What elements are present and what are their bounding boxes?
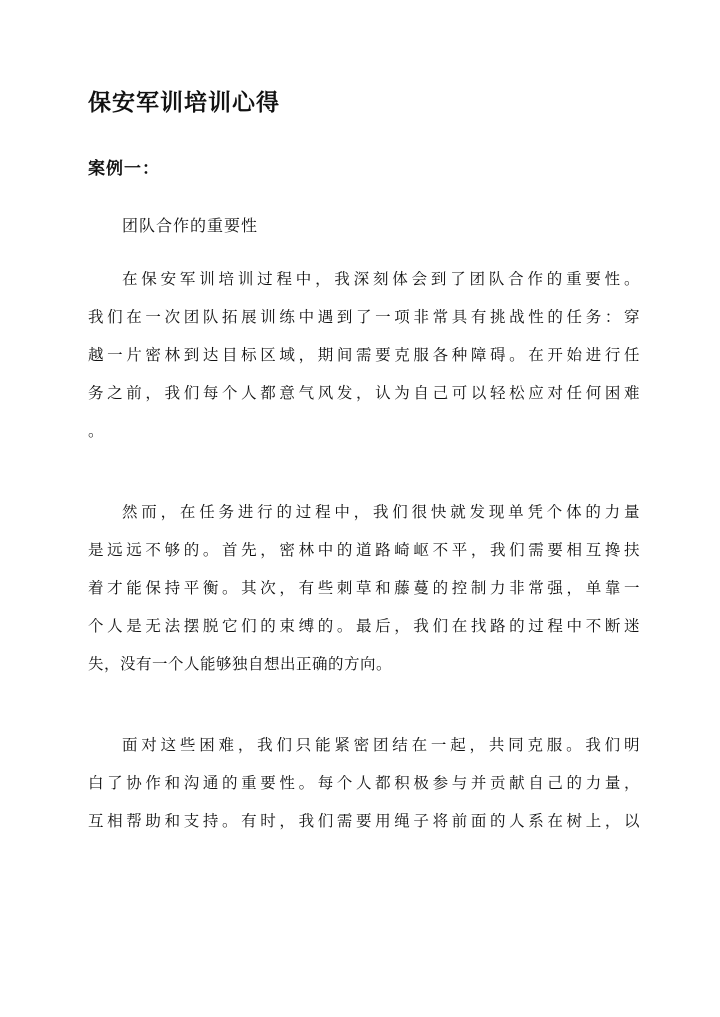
paragraph-line: 是远远不够的。首先，密林中的道路崎岖不平，我们需要相互搀扶 bbox=[88, 541, 640, 559]
paragraph-line: 面对这些困难，我们只能紧密团结在一起，共同克服。我们明 bbox=[122, 736, 640, 754]
paragraph-line: 个人是无法摆脱它们的束缚的。最后，我们在找路的过程中不断迷 bbox=[88, 617, 640, 635]
paragraph bbox=[88, 726, 640, 840]
paragraph-line: 在保安军训培训过程中，我深刻体会到了团队合作的重要性。 bbox=[122, 270, 640, 288]
paragraph-line: 越一片密林到达目标区域，期间需要克服各种障碍。在开始进行任 bbox=[88, 346, 640, 364]
paragraph-line: 然而，在任务进行的过程中，我们很快就发现单凭个体的力量 bbox=[122, 503, 640, 521]
paragraph-line: 务之前，我们每个人都意气风发，认为自己可以轻松应对任何困难 bbox=[88, 384, 640, 402]
document-title: 保安军训培训心得 bbox=[88, 89, 280, 116]
paragraph-line: 白了协作和沟通的重要性。每个人都积极参与并贡献自己的力量， bbox=[88, 774, 640, 792]
paragraph-line: 着才能保持平衡。其次，有些刺草和藤蔓的控制力非常强，单靠一 bbox=[88, 579, 640, 597]
paragraph-line: 。 bbox=[88, 422, 105, 440]
paragraph-line: 失，没有一个人能够独自想出正确的方向。 bbox=[88, 655, 393, 673]
paragraph-line: 互相帮助和支持。有时，我们需要用绳子将前面的人系在树上，以 bbox=[88, 812, 640, 830]
paragraph bbox=[88, 260, 640, 450]
section-subheading: 团队合作的重要性 bbox=[122, 216, 259, 235]
case-heading: 案例一： bbox=[88, 159, 160, 179]
paragraph bbox=[88, 493, 640, 683]
paragraph-line: 我们在一次团队拓展训练中遇到了一项非常具有挑战性的任务：穿 bbox=[88, 308, 640, 326]
